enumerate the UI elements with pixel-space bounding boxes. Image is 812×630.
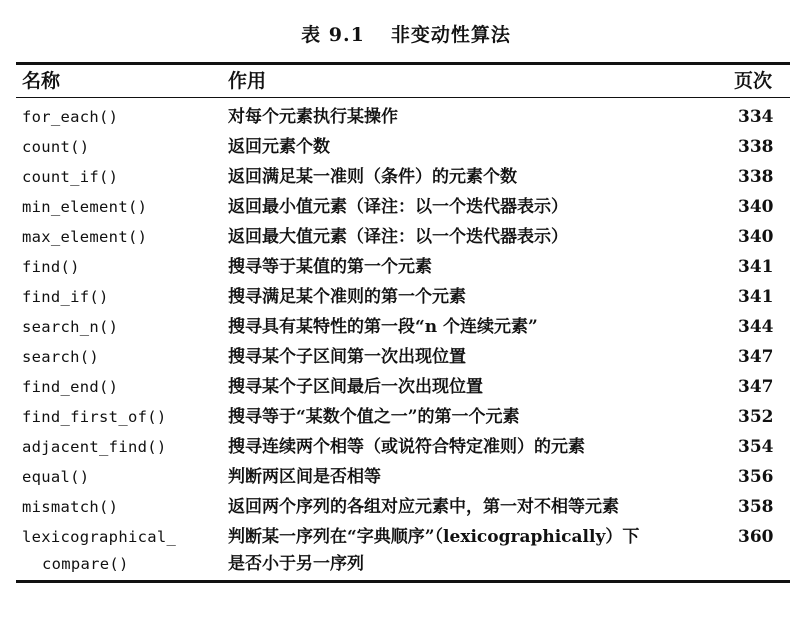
algorithm-description: 返回元素个数 [228,137,330,157]
algorithm-name: max_element() [22,228,148,246]
page-number: 347 [738,347,774,367]
algorithm-name: search() [22,348,100,366]
bottom-rule [16,580,790,583]
algorithm-description: 返回两个序列的各组对应元素中，第一对不相等元素 [228,497,619,517]
page-number: 338 [738,137,774,157]
algorithm-description-line2: 是否小于另一序列 [228,554,364,574]
algorithm-name: search_n() [22,318,119,336]
algorithm-name: find_if() [22,288,109,306]
algorithm-description: 搜寻等于“某数个值之一”的第一个元素 [228,407,520,427]
algorithm-description: 搜寻满足某个准则的第一个元素 [228,287,466,307]
table-number: 表 9.1 [301,24,365,46]
table-row [16,432,790,462]
table-row [16,282,790,312]
table-row [16,132,790,162]
page-number: 338 [738,167,774,187]
algorithm-description: 返回最小值元素（译注：以一个迭代器表示） [228,197,568,217]
table-row [16,222,790,252]
algorithm-description [228,524,639,578]
algorithm-name: find() [22,258,80,276]
table-row [16,342,790,372]
table-caption [0,20,812,47]
table-row [16,462,790,492]
algorithm-name [22,524,176,578]
page-number: 358 [738,497,774,517]
header-description: 作用 [228,70,267,92]
algorithm-name: min_element() [22,198,148,216]
algorithm-name: mismatch() [22,498,119,516]
algorithm-description: 搜寻等于某值的第一个元素 [228,257,432,277]
table-row [16,402,790,432]
header-name: 名称 [22,70,61,92]
algorithm-name: count() [22,138,90,156]
page-number: 352 [738,407,774,427]
page-number: 356 [738,467,774,487]
algorithm-name: find_end() [22,378,119,396]
page-number: 340 [738,197,774,217]
page-number: 354 [738,437,774,457]
algorithm-description: 返回满足某一准则（条件）的元素个数 [228,167,517,187]
table-row [16,102,790,132]
table-header [16,65,790,97]
algorithm-name-line2: compare() [42,555,129,573]
algorithm-description: 搜寻某个子区间最后一次出现位置 [228,377,483,397]
algorithm-name: for_each() [22,108,119,126]
algorithm-description-line1: 判断某一序列在“字典顺序”（lexicographically）下 [228,527,640,547]
algorithm-name-line1: lexicographical_ [22,528,177,546]
table-row [16,252,790,282]
page-number: 334 [738,107,774,127]
table-row [16,312,790,342]
page-number: 341 [738,257,774,277]
algorithm-description: 对每个元素执行某操作 [228,107,398,127]
algorithm-description: 判断两区间是否相等 [228,467,381,487]
table-row [16,492,790,522]
algorithm-description: 返回最大值元素（译注：以一个迭代器表示） [228,227,568,247]
algorithm-name: count_if() [22,168,119,186]
page-number: 344 [738,317,774,337]
table-title: 非变动性算法 [390,24,511,46]
page-number: 341 [738,287,774,307]
table-row [16,162,790,192]
algorithm-description: 搜寻连续两个相等（或说符合特定准则）的元素 [228,437,585,457]
header-page: 页次 [734,70,773,92]
algorithm-description: 搜寻某个子区间第一次出现位置 [228,347,466,367]
table-row [16,372,790,402]
table-row [16,192,790,222]
algorithm-description: 搜寻具有某特性的第一段“n 个连续元素” [228,317,538,337]
page-number: 340 [738,227,774,247]
algorithm-name: adjacent_find() [22,438,167,456]
algorithm-table [16,62,790,583]
algorithm-name: equal() [22,468,90,486]
page-number: 360 [738,527,774,547]
algorithm-name: find_first_of() [22,408,167,426]
table-row [16,522,790,580]
page-number: 347 [738,377,774,397]
